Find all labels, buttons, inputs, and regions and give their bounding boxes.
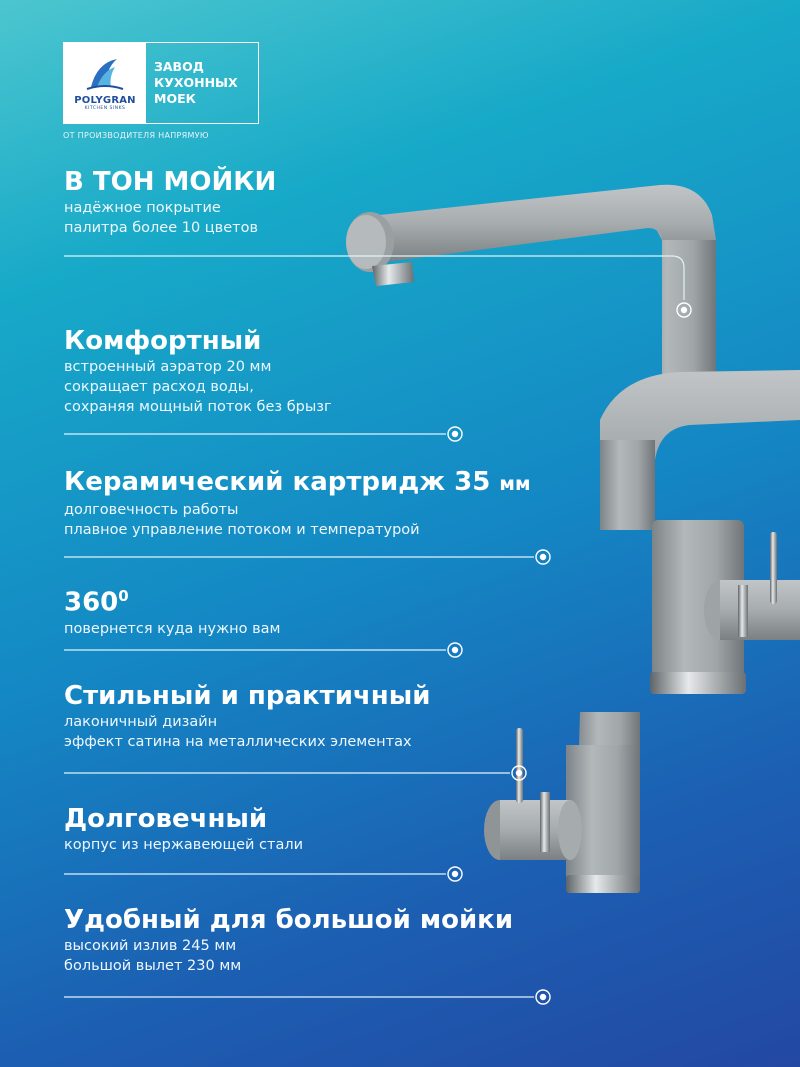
- feature-line: лаконичный дизайн: [64, 714, 218, 730]
- logo-emblem: [64, 43, 146, 123]
- tagline: ОТ ПРОИЗВОДИТЕЛЯ НАПРЯМУЮ: [63, 131, 209, 140]
- feature-title: Долговечный: [64, 804, 268, 834]
- feature-line: встроенный аэратор 20 мм: [64, 359, 272, 375]
- feature-color-match: [64, 166, 276, 238]
- brand-logo: [63, 42, 259, 124]
- feature-line: сокращает расход воды,: [64, 379, 254, 395]
- feature-title: Комфортный: [64, 326, 262, 356]
- feature-line: плавное управление потоком и температурой: [64, 522, 420, 538]
- logo-line-3: МОЕК: [154, 91, 196, 106]
- faucet-middle: [600, 370, 800, 694]
- feature-rotation: [64, 580, 281, 639]
- feature-durability: [64, 803, 303, 855]
- feature-title-unit: мм: [499, 473, 531, 495]
- logo-text: [146, 43, 258, 123]
- logo-line-1: ЗАВОД: [154, 59, 204, 74]
- feature-line: повернется куда нужно вам: [64, 620, 281, 637]
- feature-style: [64, 680, 430, 752]
- feature-cartridge: [64, 466, 530, 540]
- logo-brand-sub: KITCHEN SINKS: [84, 106, 126, 111]
- feature-large-sink: [64, 904, 513, 976]
- logo-line-2: КУХОННЫХ: [154, 75, 238, 90]
- wave-sail-icon: [83, 55, 127, 93]
- feature-line: сохраняя мощный поток без брызг: [64, 399, 332, 415]
- feature-line: высокий излив 245 мм: [64, 938, 237, 954]
- feature-title-text: Керамический картридж 35: [64, 467, 491, 497]
- feature-line: долговечность работы: [64, 502, 239, 518]
- feature-title: [64, 580, 281, 619]
- feature-title: [64, 466, 530, 500]
- logo-brand-name: POLYGRAN: [74, 95, 136, 106]
- feature-title-degree: 0: [118, 587, 129, 605]
- feature-title: В ТОН МОЙКИ: [64, 167, 277, 197]
- faucet-bottom: [484, 712, 640, 893]
- faucet-top: [346, 185, 716, 380]
- feature-comfort: [64, 325, 332, 417]
- feature-title-text: 360: [64, 587, 119, 618]
- feature-title: Стильный и практичный: [64, 681, 431, 711]
- feature-line: надёжное покрытие: [64, 200, 221, 216]
- feature-line: большой вылет 230 мм: [64, 958, 242, 974]
- feature-line: эффект сатина на металлических элементах: [64, 734, 412, 750]
- feature-line: палитра более 10 цветов: [64, 220, 258, 236]
- feature-title: Удобный для большой мойки: [64, 905, 514, 935]
- feature-line: корпус из нержавеющей стали: [64, 837, 304, 853]
